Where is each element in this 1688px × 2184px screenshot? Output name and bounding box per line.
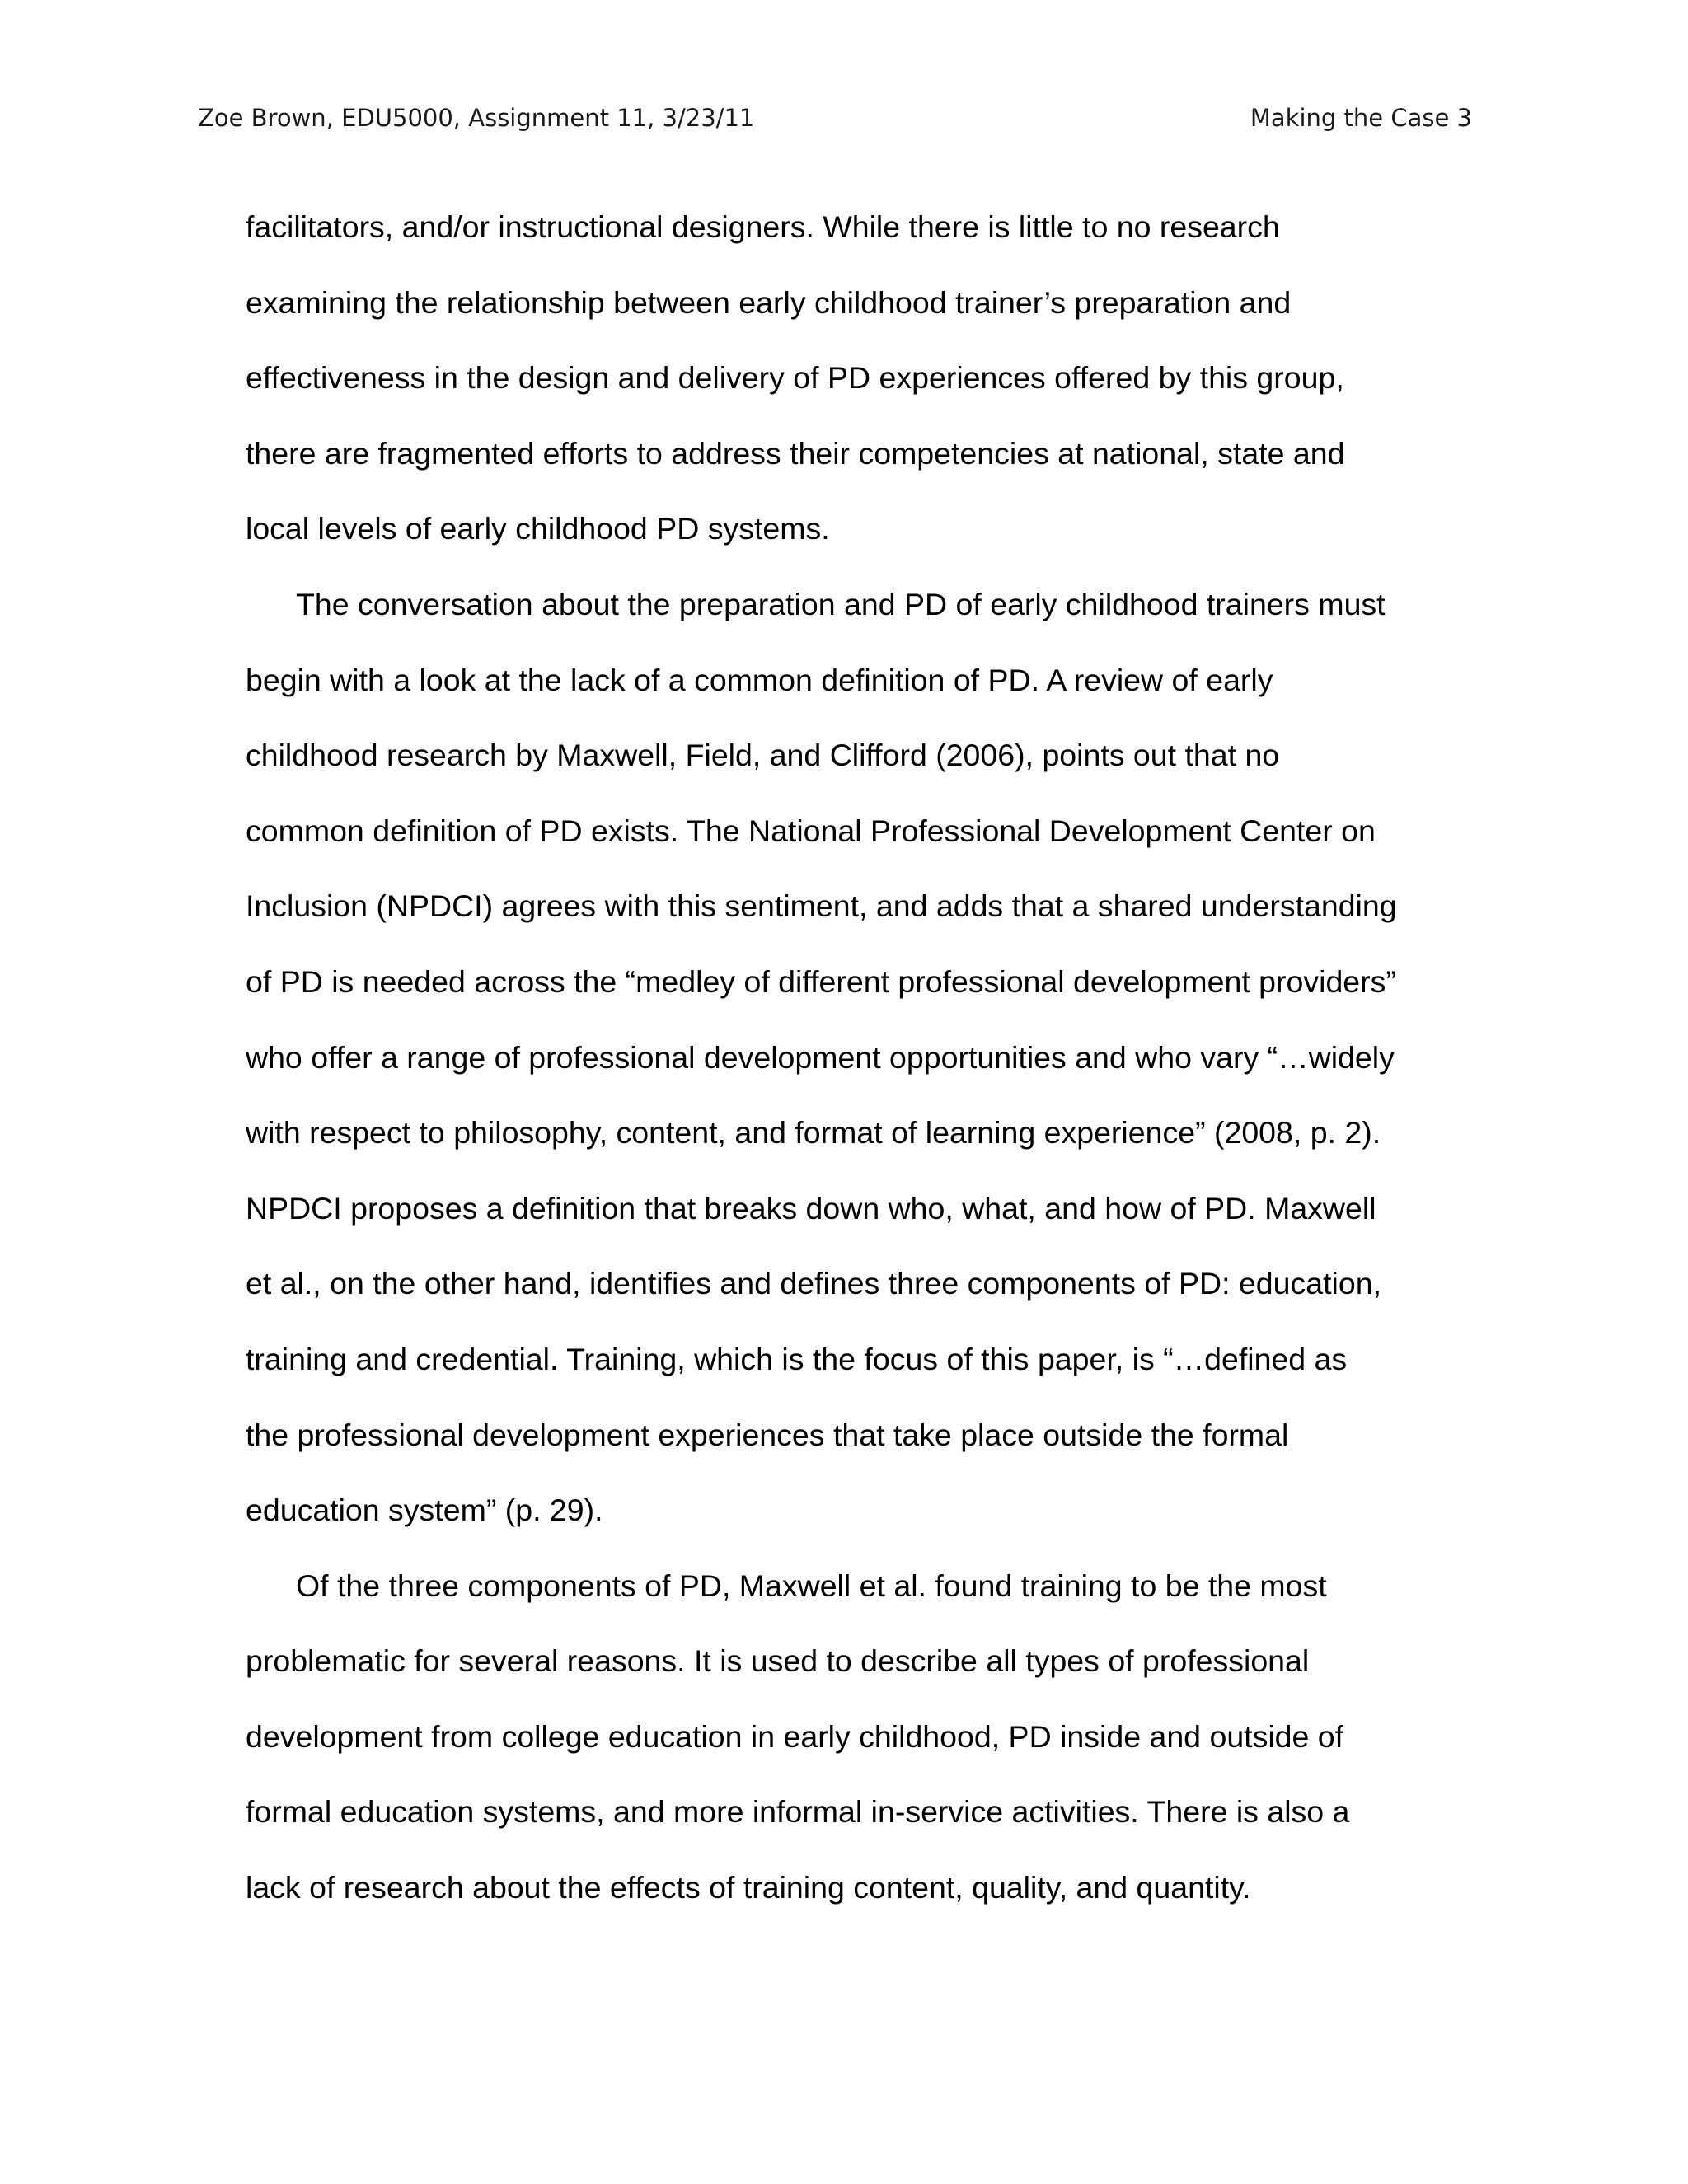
text-line: facilitators, and/or instructional designers. While there is little to no research (246, 209, 1280, 244)
text-line: of PD is needed across the “medley of different professional development providers” (246, 963, 1396, 999)
text-line: formal education systems, and more informal in-service activities. There is also a (246, 1794, 1350, 1830)
paragraph-first-line: The conversation about the preparation and PD of early childhood trainers must (296, 586, 1386, 621)
text-line: childhood research by Maxwell, Field, and Clifford (2006), points out that no (246, 738, 1280, 773)
text-line: et al., on the other hand, identifies and defines three components of PD: education, (246, 1266, 1381, 1301)
text-line: education system” (p. 29). (246, 1493, 603, 1528)
text-line: the professional development experiences that take place outside the formal (246, 1417, 1289, 1452)
text-line: training and credential. Training, which is the focus of this paper, is “…defined as (246, 1341, 1348, 1376)
document-body (246, 202, 1474, 1938)
text-line: lack of research about the effects of training content, quality, and quantity. (246, 1870, 1251, 1905)
text-line: Inclusion (NPDCI) agrees with this sentiment, and adds that a shared understanding (246, 888, 1397, 924)
text-line: problematic for several reasons. It is used to describe all types of professional (246, 1643, 1310, 1679)
text-line: examining the relationship between early childhood trainer’s preparation and (246, 284, 1292, 320)
running-head-title-page-number: Making the Case 3 (1250, 104, 1472, 132)
text-line: NPDCI proposes a definition that breaks down who, what, and how of PD. Maxwell (246, 1190, 1376, 1226)
paragraph-first-line: Of the three components of PD, Maxwell et al. found training to be the most (296, 1568, 1327, 1603)
text-line: there are fragmented efforts to address their competencies at national, state and (246, 435, 1345, 471)
text-line: who offer a range of professional development opportunities and who vary “…widely (246, 1039, 1395, 1075)
text-line: begin with a look at the lack of a common definition of PD. A review of early (246, 662, 1273, 697)
text-line: common definition of PD exists. The National Professional Development Center on (246, 813, 1376, 848)
text-line: local levels of early childhood PD systems. (246, 511, 830, 546)
text-line: development from college education in early childhood, PD inside and outside of (246, 1718, 1344, 1754)
text-line: effectiveness in the design and delivery of PD experiences offered by this group, (246, 360, 1344, 396)
text-line: with respect to philosophy, content, and format of learning experience” (2008, p. 2). (246, 1115, 1381, 1151)
running-head-author: Zoe Brown, EDU5000, Assignment 11, 3/23/11 (198, 104, 755, 132)
page-header (198, 99, 1472, 137)
